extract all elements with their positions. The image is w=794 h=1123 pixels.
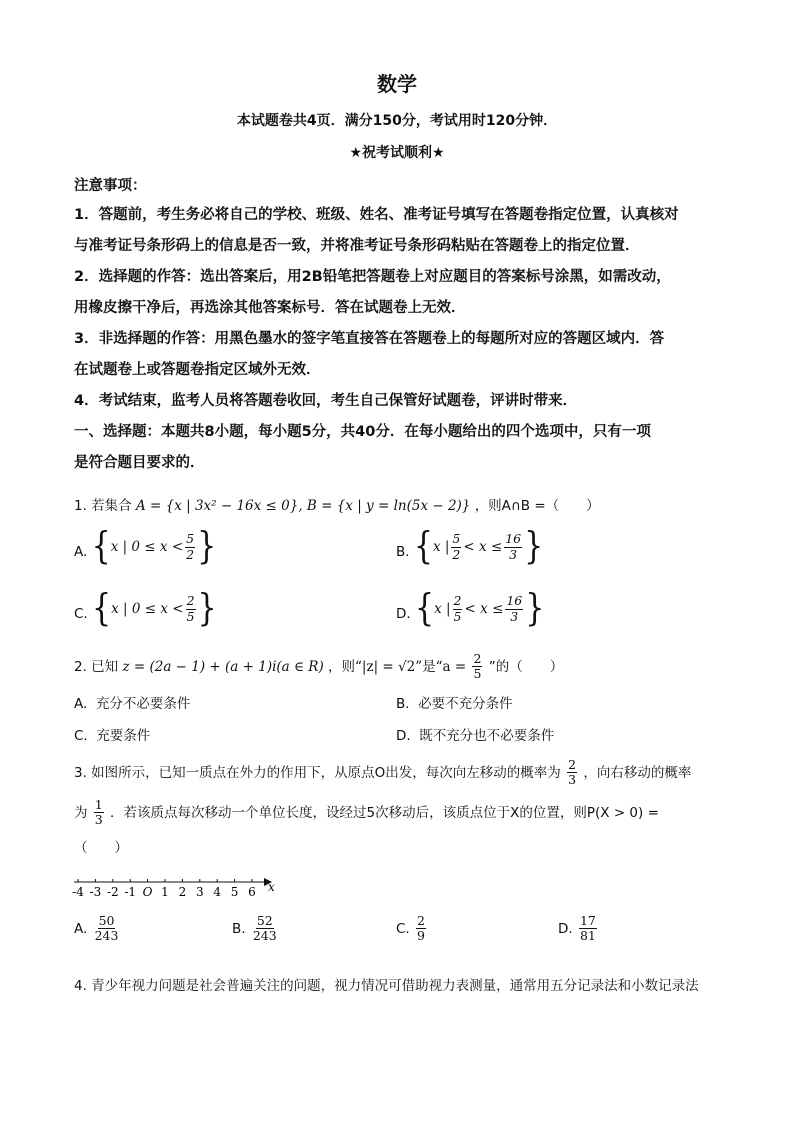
q1-option-d[interactable]: D. { x | $\frac{2}{5}$ < x ≤ $\frac{16}{3}$ } [396, 586, 545, 631]
q3-option-c[interactable]: C. $\frac{2}{9}$ [396, 913, 425, 944]
q2-option-b[interactable]: B. 必要不充分条件 [396, 696, 513, 712]
q3-option-b[interactable]: B. $\frac{52}{243}$ [232, 913, 277, 944]
number-line-label: -2 [106, 885, 119, 899]
notice-line: 与准考证号条形码上的信息是否一致，并将准考证号条形码粘贴在答题卷上的指定位置． [74, 238, 640, 254]
number-line-label: O [142, 885, 153, 899]
notice-line: 3．非选择题的作答：用黑色墨水的签字笔直接答在答题卷上的每题所对应的答题区域内．答 [74, 331, 665, 347]
q3-option-d[interactable]: D. $\frac{17}{81}$ [558, 913, 596, 944]
number-line-label: 1 [161, 885, 169, 899]
question-3: 3. 如图所示，已知一质点在外力的作用下，从原点O出发，每次向左移动的概率为 $\frac{2}{3}$ ，向右移动的概率 [74, 757, 692, 788]
section-heading: 一、选择题：本题共8小题，每小题5分，共40分．在每小题给出的四个选项中，只有一项 [74, 424, 651, 440]
number-line-var: x [268, 880, 275, 894]
q1-option-c[interactable]: C. { x | 0 ≤ x < $\frac{2}{5}$ } [74, 586, 217, 631]
question-2: 2. 已知 z = (2a − 1) + (a + 1)i(a ∈ R) ，则“|z| = √2”是“a = $\frac{2}{5}$ ”的（ ） [74, 651, 564, 682]
q2-option-a[interactable]: A. 充分不必要条件 [74, 696, 191, 712]
q1-prefix: 1. 若集合 [74, 498, 132, 514]
number-line-label: -1 [124, 885, 137, 899]
number-line-label: -4 [72, 885, 84, 899]
page-title: 数学 [377, 72, 417, 96]
number-line-label: -3 [89, 885, 102, 899]
blessing-line: ★祝考试顺利★ [349, 145, 445, 161]
number-line-label: 6 [248, 885, 256, 899]
q3-option-a[interactable]: A. $\frac{50}{243}$ [74, 913, 119, 944]
question-1 [74, 494, 600, 514]
number-line [74, 874, 294, 904]
question-3-line3: （ ） [74, 840, 128, 856]
q1-sets: A = {x | 3x² − 16x ≤ 0}, B = {x | y = ln(5x − 2)} [135, 498, 471, 514]
number-line-label: 4 [213, 885, 222, 899]
notice-heading: 注意事项： [74, 178, 147, 194]
section-heading-cont: 是符合题目要求的． [74, 455, 205, 471]
question-4: 4. 青少年视力问题是社会普遍关注的问题，视力情况可借助视力表测量，通常用五分记录法和小数记录法 [74, 978, 699, 994]
question-3-line2: 为 $\frac{1}{3}$ ．若该质点每次移动一个单位长度，设经过5次移动后，该质点位于X的位置，则P(X > 0) = [74, 797, 659, 828]
notice-line: 2．选择题的作答：选出答案后，用2B铅笔把答题卷上对应题目的答案标号涂黑，如需改动， [74, 269, 671, 285]
notice-line: 1．答题前，考生务必将自己的学校、班级、姓名、准考证号填写在答题卷指定位置，认真核对 [74, 207, 679, 223]
number-line-label: 2 [178, 885, 187, 899]
notice-line: 用橡皮擦干净后，再选涂其他答案标号．答在试题卷上无效． [74, 300, 466, 316]
notice-line: 在试题卷上或答题卷指定区域外无效． [74, 362, 321, 378]
exam-info: 本试题卷共4页．满分150分，考试用时120分钟． [236, 113, 558, 129]
number-line-label: 3 [195, 885, 204, 899]
q1-option-b[interactable]: B. { x | $\frac{5}{2}$ < x ≤ $\frac{16}{3}$ } [396, 524, 544, 569]
q1-suffix: ，则A∩B =（ ） [474, 498, 600, 514]
q1-option-a[interactable]: A. { x | 0 ≤ x < $\frac{5}{2}$ } [74, 524, 217, 569]
number-line-label: 5 [230, 885, 239, 899]
notice-line: 4．考试结束，监考人员将答题卷收回，考生自己保管好试题卷，评讲时带来． [74, 393, 578, 409]
q2-option-d[interactable]: D. 既不充分也不必要条件 [396, 728, 555, 744]
q2-option-c[interactable]: C. 充要条件 [74, 728, 151, 744]
